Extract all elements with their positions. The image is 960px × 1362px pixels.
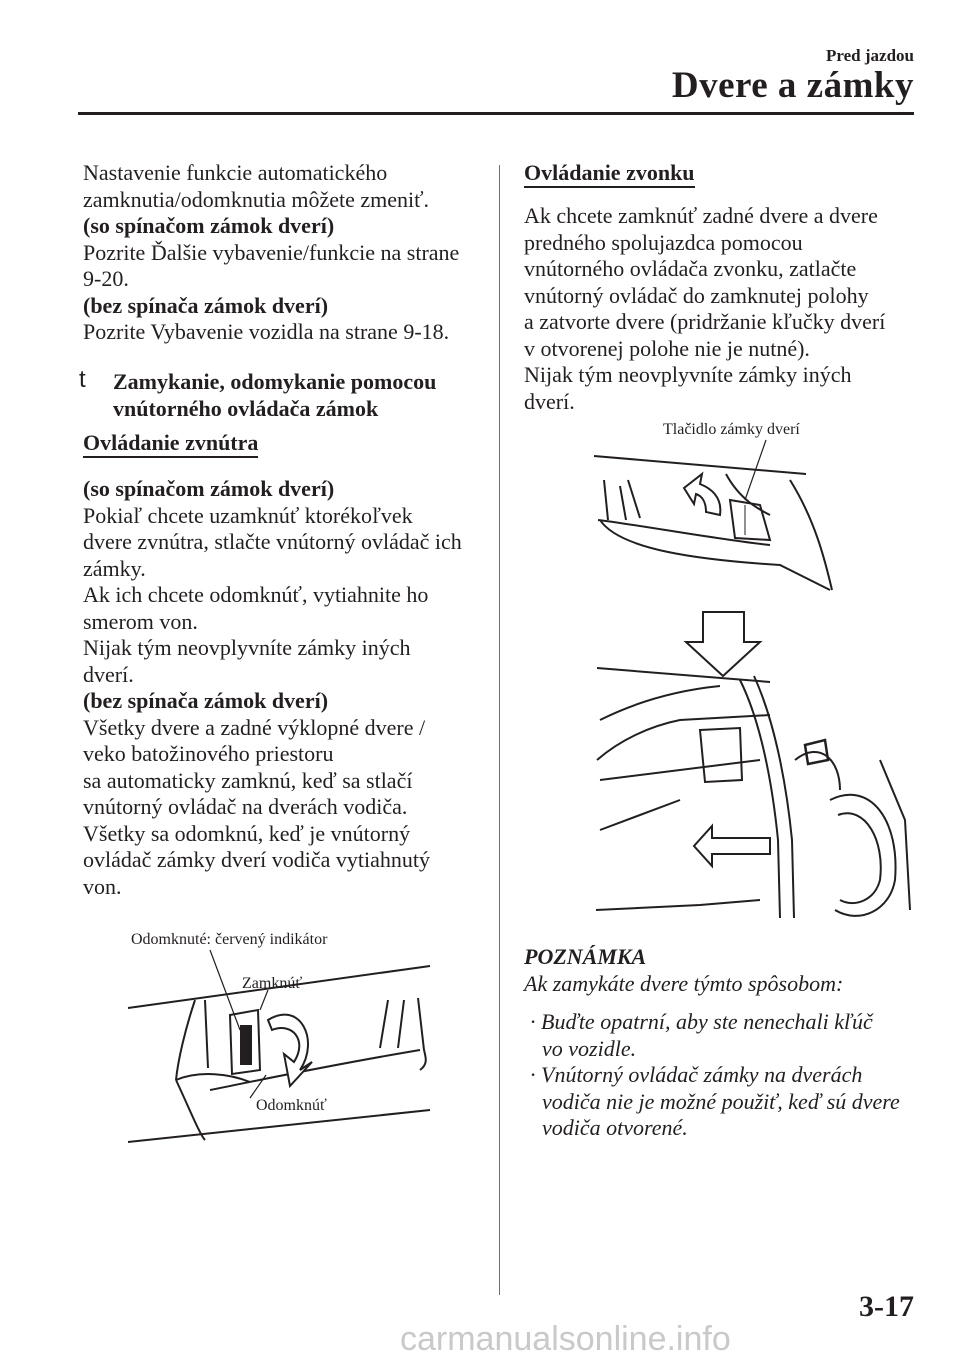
- outside-text: predného spolujazdca pomocou: [524, 229, 803, 255]
- fig1-label-unlocked-indicator: Odomknuté: červený indikátor: [131, 931, 328, 948]
- running-header-section: Pred jazdou: [826, 46, 914, 65]
- note-bullet: [524, 1062, 934, 1142]
- inside-with-text: dverí.: [83, 661, 134, 687]
- fig1-label-locked: Zamknúť: [242, 975, 303, 992]
- without-switch-label: (bez spínača zámok dverí): [83, 292, 329, 318]
- without-switch-text: Pozrite Vybavenie vozidla na strane 9-18.: [83, 319, 450, 344]
- note-bullet-line: vodiča nie je možné použiť, keď sú dvere: [542, 1088, 900, 1114]
- running-header-title: Dvere a zámky: [671, 65, 914, 106]
- inside-without-text: sa automaticky zamknú, keď sa stlačí: [83, 767, 413, 793]
- outside-text: Ak chcete zamknúť zadné dvere a dvere: [524, 203, 878, 228]
- note-intro: Ak zamykáte dvere týmto spôsobom:: [524, 970, 844, 996]
- inside-without-text: ovládač zámky dverí vodiča vytiahnutý: [83, 847, 430, 872]
- inside-heading: Ovládanie zvnútra: [83, 431, 258, 458]
- inside-with-text: Nijak tým neovplyvníte zámky iných: [83, 635, 411, 660]
- fig2-label-lock-button: Tlačidlo zámky dverí: [663, 421, 800, 438]
- inside-without-text: vnútorný ovládač na dverách vodiča.: [83, 794, 408, 819]
- with-switch-text: Pozrite Ďalšie vybavenie/funkcie na strane: [83, 239, 460, 265]
- note-bullet: [524, 1009, 934, 1062]
- inside-with-text: zámky.: [83, 555, 146, 581]
- with-switch-text: 9-20.: [83, 266, 129, 291]
- outside-heading: Ovládanie zvonku: [524, 161, 695, 188]
- outside-text: v otvorenej polohe nie je nutné).: [524, 335, 810, 361]
- inside-without-label: (bez spínača zámok dverí): [83, 688, 329, 713]
- inside-without-text: Všetky sa odomknú, keď je vnútorný: [83, 820, 411, 846]
- outside-text: dverí.: [524, 388, 575, 414]
- section-title-line: Zamykanie, odomykanie pomocou: [113, 369, 437, 394]
- note-title: POZNÁMKA: [524, 944, 647, 969]
- bullet-icon: ·: [530, 1009, 536, 1034]
- with-switch-label: (so spínačom zámok dverí): [83, 213, 335, 238]
- note-bullet-line: vodiča otvorené.: [542, 1115, 688, 1140]
- inside-with-text: dvere zvnútra, stlačte vnútorný ovládač ich: [83, 529, 462, 554]
- inside-with-text: Pokiaľ chcete uzamknúť ktorékoľvek: [83, 502, 413, 528]
- inside-with-text: Ak ich chcete odomknúť, vytiahnite ho: [83, 582, 429, 607]
- bullet-icon: ·: [530, 1062, 536, 1087]
- intro-line: zamknutia/odomknutia môžete zmeniť.: [83, 186, 430, 212]
- page-number: 3-17: [859, 1290, 914, 1323]
- inside-without-text: veko batožinového priestoru: [83, 741, 334, 766]
- note-block: [524, 944, 934, 1142]
- inside-with-label: (so spínačom zámok dverí): [83, 476, 335, 501]
- inside-with-text: smerom von.: [83, 608, 198, 634]
- note-bullet-line: vo vozidle.: [542, 1035, 637, 1061]
- intro-line: Nastavenie funkcie automatického: [83, 160, 388, 185]
- outside-text: vnútorného ovládača zvonku, zatlačte: [524, 256, 857, 281]
- section-title-line: vnútorného ovládača zámok: [113, 396, 379, 421]
- watermark: carmanualsonline.info: [400, 1320, 731, 1358]
- inside-without-text: von.: [83, 873, 122, 899]
- note-bullet-line: Buďte opatrní, aby ste nenechali kľúč: [541, 1009, 873, 1034]
- section-marker-icon: t: [79, 366, 86, 393]
- outside-text: a zatvorte dvere (pridržanie kľučky dverí: [524, 309, 886, 334]
- inside-without-text: Všetky dvere a zadné výklopné dvere /: [83, 714, 426, 740]
- outside-text: vnútorný ovládač do zamknutej polohy: [524, 282, 869, 308]
- fig1-label-unlocked: Odomknúť: [256, 1097, 327, 1114]
- outside-text: Nijak tým neovplyvníte zámky iných: [524, 362, 852, 387]
- note-bullet-line: Vnútorný ovládač zámky na dverách: [541, 1062, 863, 1087]
